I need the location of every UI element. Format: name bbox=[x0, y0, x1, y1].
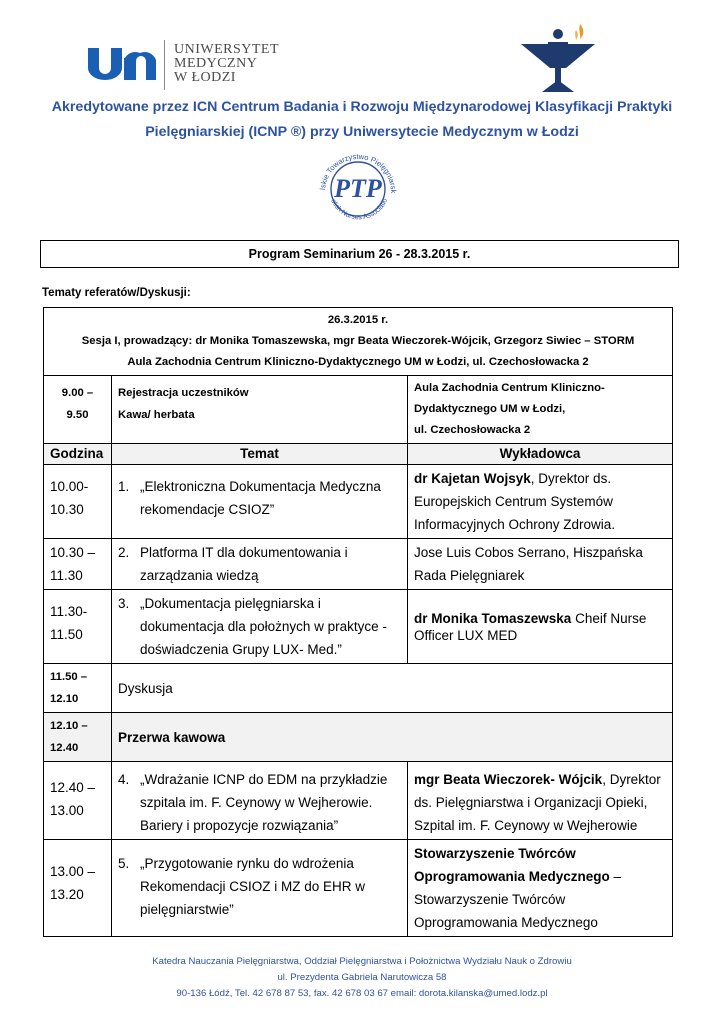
session-date: 26.3.2015 r. bbox=[327, 314, 389, 326]
row-time bbox=[44, 465, 112, 539]
row-time bbox=[44, 539, 112, 590]
topic-number: 4. bbox=[118, 772, 130, 787]
um-logo-name bbox=[174, 43, 279, 85]
discussion-label: Dyskusja bbox=[112, 664, 673, 713]
svg-text:Polskie Towarzystwo Pielęgniar: lskie Towarzystwo Pielęgniarsk bbox=[318, 151, 399, 194]
um-logo-line: W ŁODZI bbox=[174, 70, 236, 85]
time-start: 12.40 – bbox=[50, 780, 96, 795]
registration-venue bbox=[408, 376, 673, 444]
topic-number: 5. bbox=[118, 856, 130, 871]
speaker-role: , Dyrektor ds. Europejskich Centrum Systemów Informacyjnych Ochrony Zdrowia. bbox=[414, 471, 616, 532]
table-row bbox=[44, 840, 673, 937]
ptp-logo bbox=[309, 142, 407, 232]
speaker-role: Jose Luis Cobos Serrano, Hiszpańska Rada Pielęgniarek bbox=[414, 545, 643, 583]
topic-text: „Elektroniczna Dokumentacja Medyczna rekomendacje CSIOZ” bbox=[140, 479, 381, 517]
topic-text: Platforma IT dla dokumentowania i zarządzania wiedzą bbox=[140, 545, 348, 583]
um-logo bbox=[86, 40, 280, 92]
registration-where: ul. Czechosłowacka 2 bbox=[414, 424, 531, 436]
cup-icon bbox=[518, 20, 598, 94]
table-row bbox=[44, 762, 673, 840]
time-start: 11.30- bbox=[50, 604, 88, 619]
time-start: 11.50 – bbox=[50, 671, 88, 683]
nursing-cup-logo bbox=[518, 20, 598, 94]
program-title: Program Seminarium 26 - 28.3.2015 r. bbox=[40, 240, 679, 268]
topic-text: „Przygotowanie rynku do wdrożenia Rekomendacji CSIOZ i MZ do EHR w pielęgniarstwie” bbox=[140, 856, 366, 917]
time-start: 10.00- bbox=[50, 479, 89, 494]
time-start: 13.00 – bbox=[50, 864, 96, 879]
time-end: 11.50 bbox=[50, 627, 83, 642]
um-logo-divider bbox=[164, 40, 165, 90]
row-time bbox=[44, 840, 112, 937]
registration-where: Dydaktycznego UM w Łodzi, bbox=[414, 403, 566, 415]
speaker-role: , Dyrektor ds. Pielęgniarstwa i Organizacji Opieki, Szpital im. F. Ceynowy w Wejherowie bbox=[414, 772, 661, 833]
registration-what: Kawa/ herbata bbox=[118, 409, 195, 421]
speaker-name: dr Monika Tomaszewska bbox=[414, 610, 572, 626]
time-start: 9.00 – bbox=[61, 387, 94, 399]
registration-what: Rejestracja uczestników bbox=[118, 387, 249, 399]
registration-topic bbox=[112, 376, 408, 444]
um-logo-line: MEDYCZNY bbox=[174, 56, 258, 71]
svg-text:PTP: PTP bbox=[334, 174, 382, 203]
topic-number: 3. bbox=[118, 596, 130, 611]
time-end: 9.50 bbox=[66, 409, 89, 421]
time-end: 10.30 bbox=[50, 502, 84, 517]
time-end: 12.40 bbox=[50, 742, 79, 754]
row-speaker bbox=[408, 840, 673, 937]
row-topic bbox=[112, 539, 408, 590]
session-info bbox=[44, 308, 673, 376]
row-topic bbox=[112, 465, 408, 539]
topic-text: „Dokumentacja pielęgniarska i dokumentacja dla położnych w praktyce - doświadczenia Grupy LUX- Med.” bbox=[140, 596, 387, 657]
title-line-2: Pielęgniarskiej (ICNP ®) przy Uniwersytecie Medycznym w Łodzi bbox=[145, 124, 579, 140]
break-label: Przerwa kawowa bbox=[112, 713, 673, 762]
topic-text: „Wdrażanie ICNP do EDM na przykładzie szpitala im. F. Ceynowy w Wejherowie. Bariery i propozycje rozwiązania” bbox=[140, 772, 388, 833]
row-speaker bbox=[408, 762, 673, 840]
row-time bbox=[44, 713, 112, 762]
column-header-row bbox=[44, 444, 673, 465]
column-header-speaker: Wykładowca bbox=[408, 444, 673, 465]
topic-number: 2. bbox=[118, 545, 130, 560]
row-speaker bbox=[408, 539, 673, 590]
session-venue: Aula Zachodnia Centrum Kliniczno-Dydaktycznego UM w Łodzi, ul. Czechosłowacka 2 bbox=[127, 356, 589, 368]
registration-row bbox=[44, 376, 673, 444]
time-end: 13.00 bbox=[50, 803, 84, 818]
table-row bbox=[44, 539, 673, 590]
session-header bbox=[44, 308, 673, 376]
um-logo-line: UNIWERSYTET bbox=[174, 42, 280, 57]
row-time bbox=[44, 590, 112, 664]
time-start: 12.10 – bbox=[50, 720, 88, 732]
row-topic bbox=[112, 762, 408, 840]
row-time bbox=[44, 762, 112, 840]
discussion-row bbox=[44, 664, 673, 713]
row-speaker bbox=[408, 590, 673, 664]
title-line-1: Akredytowane przez ICN Centrum Badania i Rozwoju Międzynarodowej Klasyfikacji Praktyki bbox=[51, 99, 673, 115]
footer-contact: 90-136 Łódź, Tel. 42 678 87 53, fax. 42 678 03 67 email: dorota.kilanska@umed.lodz.pl bbox=[176, 988, 548, 999]
row-topic bbox=[112, 840, 408, 937]
speaker-role: Cheif Nurse Officer LUX MED bbox=[414, 610, 647, 643]
table-row bbox=[44, 465, 673, 539]
footer-address: ul. Prezydenta Gabriela Narutowicza 58 bbox=[277, 972, 447, 983]
break-row bbox=[44, 713, 673, 762]
column-header-topic: Temat bbox=[112, 444, 408, 465]
um-logo-mark bbox=[86, 46, 156, 80]
registration-time bbox=[44, 376, 112, 444]
column-header-time: Godzina bbox=[44, 444, 112, 465]
ptp-emblem-icon bbox=[309, 142, 407, 232]
time-end: 13.20 bbox=[50, 887, 84, 902]
time-start: 10.30 – bbox=[50, 545, 96, 560]
svg-text:Polish Nurses Association: olish Nurses Associatio bbox=[329, 197, 390, 222]
speaker-name: dr Kajetan Wojsyk bbox=[414, 471, 531, 486]
speaker-role: – Stowarzyszenie Twórców Oprogramowania Medycznego bbox=[414, 869, 622, 930]
time-end: 11.30 bbox=[50, 568, 83, 583]
session-chairs: Sesja I, prowadzący: dr Monika Tomaszewska, mgr Beata Wieczorek-Wójcik, Grzegorz Siwiec – STORM bbox=[81, 335, 635, 347]
footer-department: Katedra Nauczania Pielęgniarstwa, Oddział Pielęgniarstwa i Położnictwa Wydziału Nauk o Zdrowiu bbox=[152, 956, 572, 967]
topic-number: 1. bbox=[118, 479, 130, 494]
table-row bbox=[44, 590, 673, 664]
speaker-name: Stowarzyszenie Twórców Oprogramowania Medycznego bbox=[414, 846, 610, 884]
schedule-table bbox=[43, 307, 673, 937]
row-topic bbox=[112, 590, 408, 664]
topics-label: Tematy referatów/Dyskusji: bbox=[42, 287, 191, 299]
row-time bbox=[44, 664, 112, 713]
registration-where: Aula Zachodnia Centrum Kliniczno- bbox=[414, 382, 605, 394]
row-speaker bbox=[408, 465, 673, 539]
time-end: 12.10 bbox=[50, 693, 79, 705]
speaker-name: mgr Beata Wieczorek- Wójcik bbox=[414, 772, 603, 787]
